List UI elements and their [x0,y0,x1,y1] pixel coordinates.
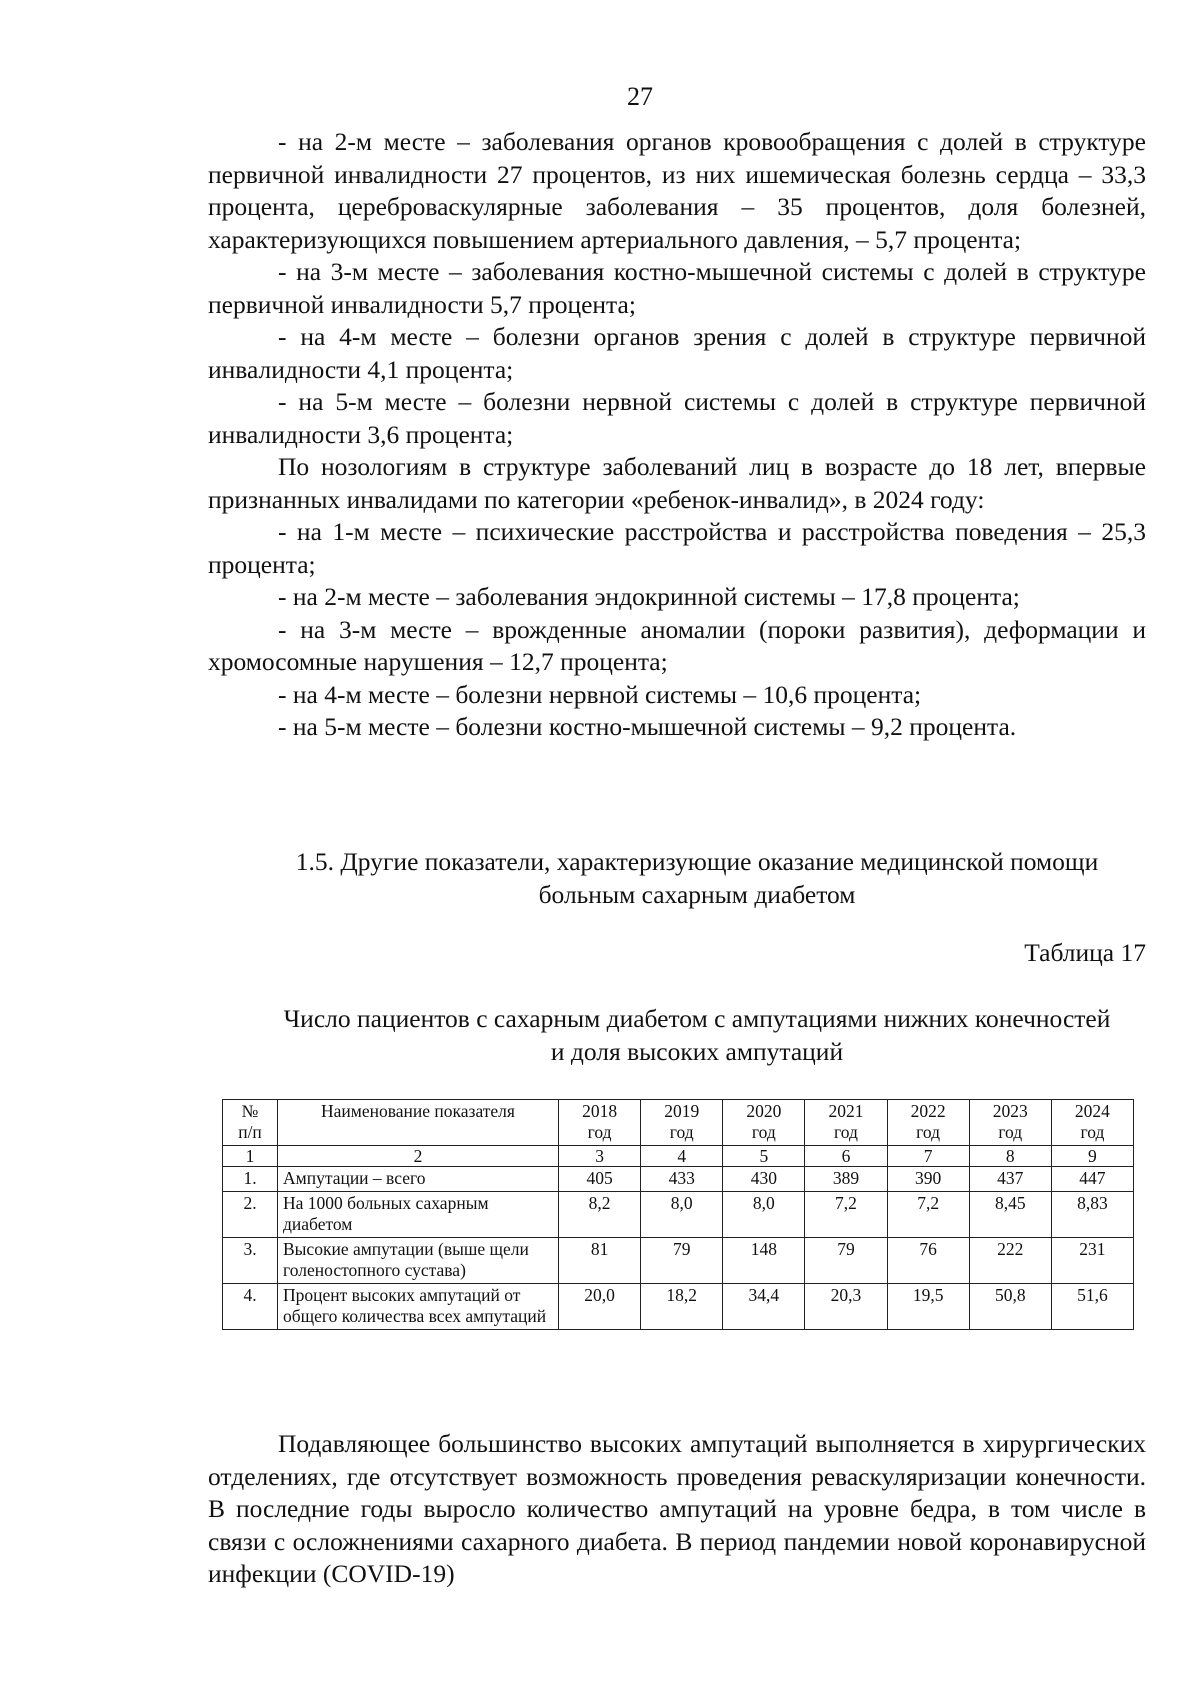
index-cell: 8 [969,1146,1051,1167]
index-cell: 2 [278,1146,559,1167]
table-title-line: Число пациентов с сахарным диабетом с ампутациями нижних конечностей [283,1004,1111,1033]
row-value: 433 [641,1167,723,1192]
paragraph: - на 2-м месте – заболевания эндокринной системы – 17,8 процента; [278,582,1020,611]
year-label: 2023 [992,1101,1028,1121]
row-num: 1. [223,1167,278,1192]
year-label: 2018 [582,1101,618,1121]
body-text-bottom [208,1428,1146,1591]
row-value: 76 [887,1238,969,1284]
header-year [969,1100,1051,1146]
row-value: 18,2 [641,1284,723,1330]
row-value: 79 [641,1238,723,1284]
paragraph: - на 5-м месте – болезни нервной системы с долей в структуре первичной инвалидности 3,6 процента; [208,387,1146,449]
row-value: 148 [723,1238,805,1284]
year-label: 2021 [828,1101,864,1121]
header-num-line: № [241,1101,259,1121]
paragraph: По нозологиям в структуре заболеваний лиц в возрасте до 18 лет, впервые признанных инвалидами по категории «ребенок-инвалид», в 2024 году: [208,452,1146,514]
row-name: Высокие ампутации (выше щели голеностопного сустава) [278,1238,559,1284]
row-name: Процент высоких ампутаций от общего количества всех ампутаций [278,1284,559,1330]
header-year [559,1100,641,1146]
table-index-row [223,1146,1134,1167]
header-year [723,1100,805,1146]
row-num: 4. [223,1284,278,1330]
page-number: 27 [627,82,653,111]
index-cell: 4 [641,1146,723,1167]
row-value: 8,83 [1051,1192,1133,1238]
paragraph: Подавляющее большинство высоких ампутаций выполняется в хирургических отделениях, где отсутствует возможность проведения реваскуляризации конечности. В последние годы выросло количество ампутаций на уровне бедра, в том числе в связи с осложнениями сахарного диабета. В период пандемии новой коронавирусной инфекции (COVID-19) [208,1429,1146,1588]
row-value: 8,2 [559,1192,641,1238]
header-year [805,1100,887,1146]
paragraph: - на 4-м месте – болезни нервной системы – 10,6 процента; [278,679,922,709]
table-title-line: и доля высоких ампутаций [550,1036,844,1066]
header-year [1051,1100,1133,1146]
row-value: 81 [559,1238,641,1284]
table-label: Таблица 17 [1024,938,1146,967]
year-unit: год [587,1122,612,1142]
section-heading-line: больным сахарным диабетом [538,879,856,909]
row-value: 79 [805,1238,887,1284]
section-heading-line: 1.5. Другие показатели, характеризующие оказание медицинской помощи [295,847,1099,876]
header-num [223,1100,278,1146]
year-unit: год [998,1122,1023,1142]
row-value: 447 [1051,1167,1133,1192]
row-name: На 1000 больных сахарным диабетом [278,1192,559,1238]
row-value: 8,0 [723,1192,805,1238]
row-name: Ампутации – всего [278,1167,559,1192]
year-label: 2019 [664,1101,700,1121]
table-row [223,1167,1134,1192]
row-value: 7,2 [887,1192,969,1238]
year-label: 2022 [910,1101,946,1121]
row-value: 405 [559,1167,641,1192]
section-heading [208,846,1146,911]
table-header-row [223,1100,1134,1146]
year-label: 2024 [1074,1101,1110,1121]
row-value: 8,45 [969,1192,1051,1238]
table-row [223,1192,1134,1238]
year-unit: год [751,1122,776,1142]
body-text-top [208,126,1146,744]
paragraph: - на 3-м месте – врожденные аномалии (пороки развития), деформации и хромосомные нарушения – 12,7 процента; [208,614,1146,676]
header-name: Наименование показателя [278,1100,559,1146]
index-cell: 6 [805,1146,887,1167]
index-cell: 5 [723,1146,805,1167]
row-value: 50,8 [969,1284,1051,1330]
year-unit: год [834,1122,858,1142]
row-value: 389 [805,1167,887,1192]
index-cell: 1 [223,1146,278,1167]
row-value: 437 [969,1167,1051,1192]
table-row [223,1238,1134,1284]
row-value: 231 [1051,1238,1133,1284]
row-value: 34,4 [723,1284,805,1330]
year-unit: год [1080,1122,1105,1142]
paragraph: - на 3-м месте – заболевания костно-мышечной системы с долей в структуре первичной инвалидности 5,7 процента; [208,257,1146,319]
header-num-line: п/п [238,1122,262,1142]
index-cell: 3 [559,1146,641,1167]
row-num: 2. [223,1192,278,1238]
row-value: 8,0 [641,1192,723,1238]
table-title [208,1003,1146,1068]
amputations-table [222,1099,1134,1330]
header-year [641,1100,723,1146]
row-value: 7,2 [805,1192,887,1238]
year-unit: год [669,1122,694,1142]
index-cell: 7 [887,1146,969,1167]
row-value: 20,3 [805,1284,887,1330]
row-value: 20,0 [559,1284,641,1330]
row-value: 430 [723,1167,805,1192]
row-value: 19,5 [887,1284,969,1330]
table-row [223,1284,1134,1330]
year-label: 2020 [746,1101,782,1121]
year-unit: год [916,1122,941,1142]
paragraph: - на 2-м месте – заболевания органов кровообращения с долей в структуре первичной инвалидности 27 процентов, из них ишемическая болезнь сердца – 33,3 процента, цереброваскулярные заболевания – 35 процентов, доля болезней, характеризующихся повышением артериального давления, – 5,7 процента; [208,127,1146,254]
paragraph: - на 1-м месте – психические расстройства и расстройства поведения – 25,3 процента; [208,517,1146,579]
row-value: 51,6 [1051,1284,1133,1330]
paragraph: - на 5-м месте – болезни костно-мышечной системы – 9,2 процента. [278,712,1017,741]
row-value: 222 [969,1238,1051,1284]
row-num: 3. [223,1238,278,1284]
header-year [887,1100,969,1146]
paragraph: - на 4-м месте – болезни органов зрения с долей в структуре первичной инвалидности 4,1 процента; [208,322,1146,384]
row-value: 390 [887,1167,969,1192]
index-cell: 9 [1051,1146,1133,1167]
